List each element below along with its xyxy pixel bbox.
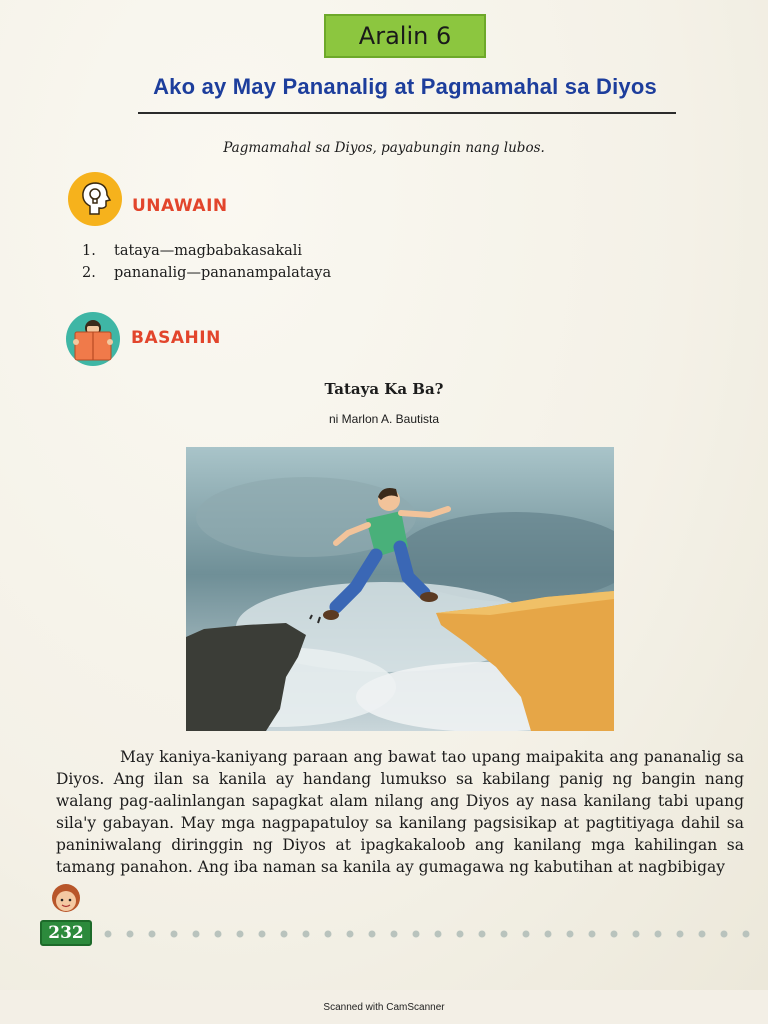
- mascot-girl-icon: [46, 880, 86, 924]
- lesson-tag-text: Aralin 6: [358, 22, 452, 50]
- vocabulary-list: [82, 240, 331, 284]
- list-item: [82, 262, 331, 284]
- list-number: 2.: [82, 265, 96, 281]
- page-number-badge: 232: [40, 920, 92, 946]
- story-body: [56, 746, 744, 878]
- story-author: ni Marlon A. Bautista: [328, 412, 440, 426]
- list-text: pananalig—pananampalataya: [114, 265, 332, 281]
- list-number: 1.: [82, 243, 96, 259]
- list-item: [82, 240, 331, 262]
- reading-person-icon: [66, 312, 120, 366]
- decorative-dot-line: [100, 926, 760, 940]
- lightbulb-head-icon: [68, 172, 122, 226]
- list-text: tataya—magbabakasakali: [114, 243, 303, 259]
- section-label-unawain: UNAWAIN: [132, 196, 228, 216]
- section-label-basahin: BASAHIN: [131, 328, 221, 348]
- story-title: Tataya Ka Ba?: [324, 380, 444, 398]
- scanner-watermark: Scanned with CamScanner: [323, 1002, 445, 1013]
- body-paragraph: May kaniya-kaniyang paraan ang bawat tao upang maipakita ang pananalig sa Diyos. Ang ilan sa kanila ay handang lumukso sa kabilang panig ng bangin nang walang pag-aalinlangan sapagkat alam nilang ang Diyos ay nasa kanilang tabi upang sila'y gabayan. May mga nagpapatuloy sa kanilang pagsisikap at pagtitiyaga dahil sa paniniwalang diringgin ng Diyos at ipagkakaloob ang kanilang mga kahilingan sa tamang panahon. Ang iba naman sa kanila ay gumagawa ng kabutihan at nagbibigay: [56, 748, 744, 876]
- cliff-jump-illustration: [186, 447, 614, 731]
- lesson-title: Ako ay May Pananalig at Pagmamahal sa Diyos: [153, 74, 657, 99]
- motto: Pagmamahal sa Diyos, payabungin nang lubos.: [223, 140, 545, 156]
- lesson-tag: [324, 14, 486, 58]
- title-underline: [138, 112, 676, 114]
